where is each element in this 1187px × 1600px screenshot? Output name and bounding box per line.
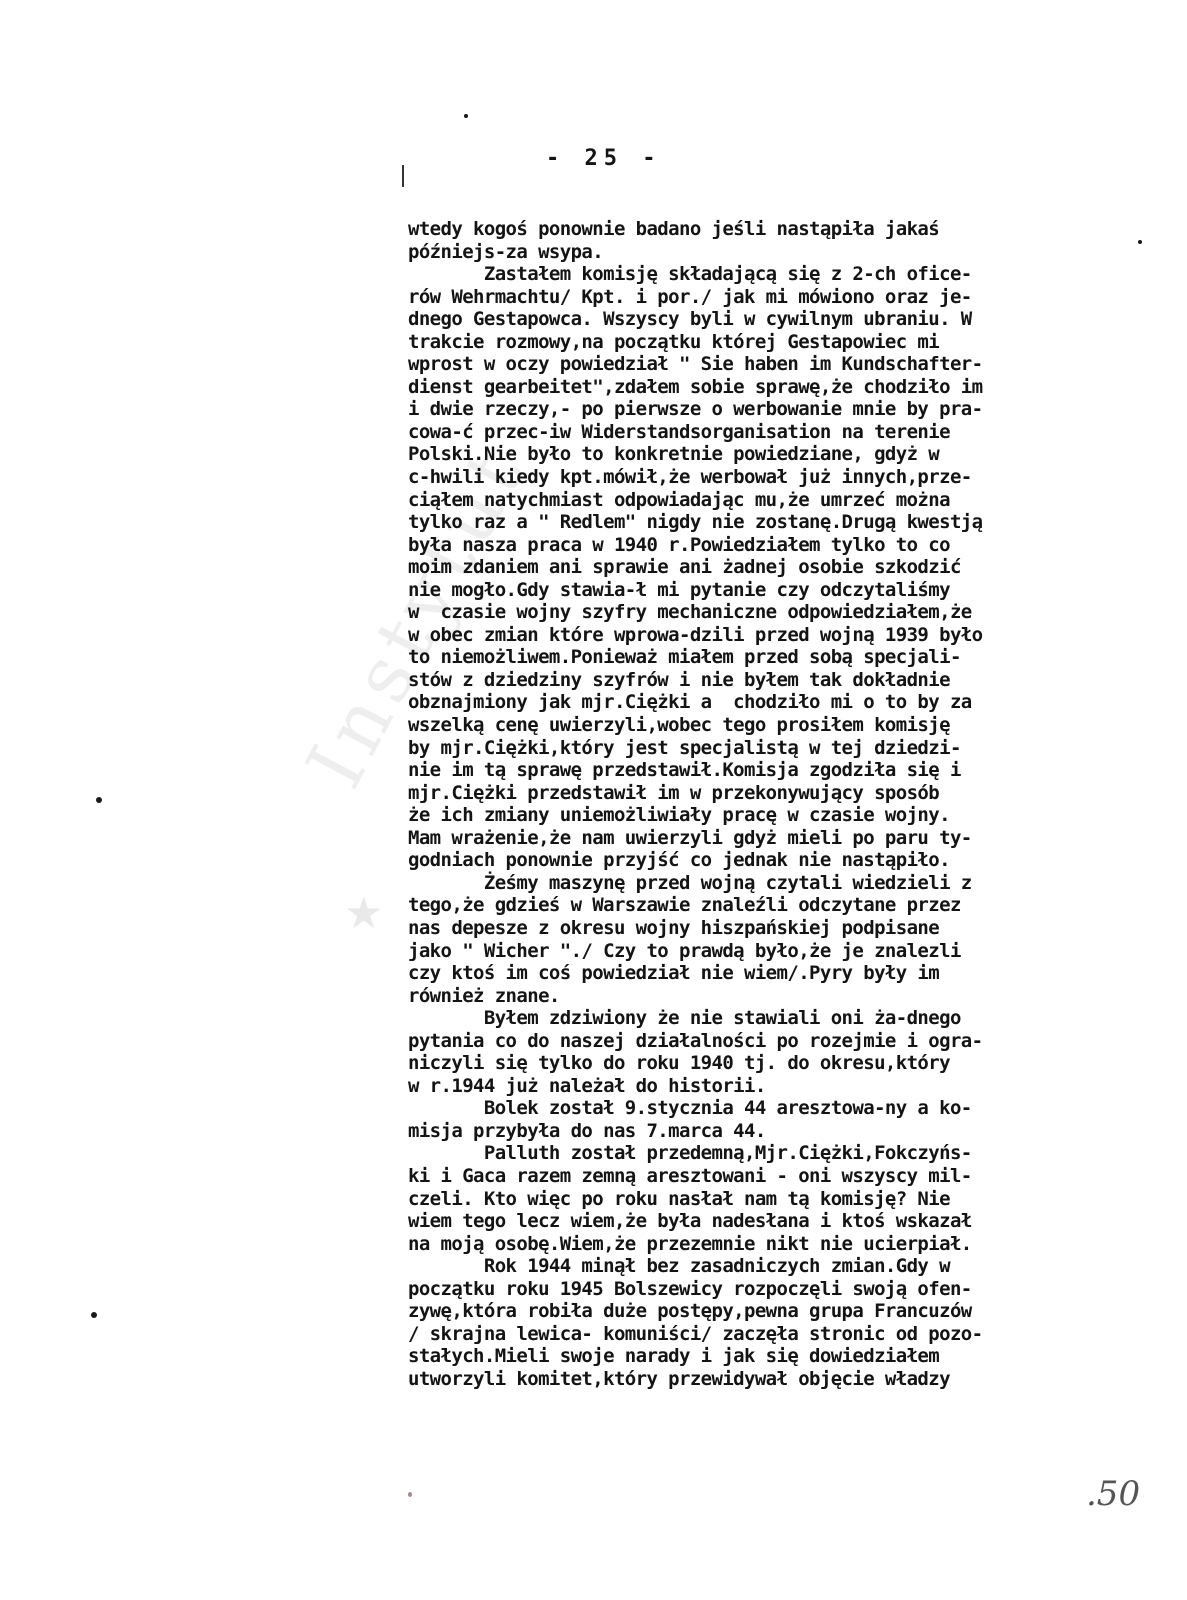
text-line: rów Wehrmachtu/ Kpt. i por./ jak mi mówiono oraz je- (408, 285, 972, 308)
text-line: by mjr.Ciężki,który jest specjalistą w tej dziedzi- (408, 736, 961, 759)
text-line: trakcie rozmowy,na początku której Gestapowiec mi (408, 330, 940, 353)
text-line: Rok 1944 minął bez zasadniczych zmian.Gdy w (408, 1255, 950, 1278)
archive-watermark: Instytut (290, 430, 545, 803)
text-line: Żeśmy maszynę przed wojną czytali wiedzieli z (408, 871, 972, 894)
text-line: stałych.Mieli swoje narady i jak się dowiedziałem (408, 1345, 940, 1368)
text-line: nas depesze z okresu wojny hiszpańskiej podpisane (408, 916, 940, 939)
text-line: dienst gearbeitet",zdałem sobie sprawę,że chodziło im (408, 375, 983, 398)
punch-hole-middle (96, 797, 102, 803)
text-line: utworzyli komitet,który przewidywał objęcie władzy (408, 1367, 950, 1390)
text-line: i dwie rzeczy,- po pierwsze o werbowanie mnie by pra- (408, 398, 983, 421)
text-line: obznajmiony jak mjr.Ciężki a chodziło mi o to by za (408, 691, 972, 714)
text-line: ciąłem natychmiast odpowiadając mu,że umrzeć można (408, 488, 950, 511)
text-line: późniejs-za wsypa. (408, 240, 604, 263)
text-line: tego,że gdzieś w Warszawie znaleźli odczytane przez (408, 894, 961, 917)
text-line: wtedy kogoś ponownie badano jeśli nastąpiła jakaś (408, 218, 940, 240)
margin-mark (402, 165, 404, 187)
text-line: na moją osobę.Wiem,że przezemnie nikt nie ucierpiał. (408, 1232, 972, 1255)
text-line: w czasie wojny szyfry mechaniczne odpowiedziałem,że (408, 601, 972, 624)
text-line: wszelką cenę uwierzyli,wobec tego prosiłem komisję (408, 714, 950, 737)
text-line: w r.1944 już należał do historii. (408, 1074, 766, 1097)
page-number: - 25 - (546, 146, 662, 171)
text-line: była nasza praca w 1940 r.Powiedziałem tylko to co (408, 533, 950, 556)
punch-hole-top (464, 114, 468, 118)
punch-hole-bottom (91, 1312, 97, 1318)
text-line: nie mogło.Gdy stawia-ł mi pytanie czy odczytaliśmy (408, 578, 950, 601)
punch-hole-lower (408, 1492, 412, 1497)
text-line: pytania co do naszej działalności po rozejmie i ogra- (408, 1029, 983, 1052)
typewritten-text (408, 218, 1168, 1390)
text-line: wiem tego lecz wiem,że była nadesłana i ktoś wskazał (408, 1210, 972, 1233)
text-line: Mam wrażenie,że nam uwierzyli gdyż mieli po paru ty- (408, 826, 972, 849)
text-line: dnego Gestapowca. Wszyscy byli w cywilnym ubraniu. W (408, 308, 972, 331)
text-line: ki i Gaca razem zemną aresztowani - oni wszyscy mil- (408, 1164, 972, 1187)
text-line: mjr.Ciężki przedstawił im w przekonywujący sposób (408, 781, 940, 804)
text-line: stów z dziedziny szyfrów i nie byłem tak dokładnie (408, 668, 950, 691)
text-line: godniach ponownie przyjść co jednak nie nastąpiło. (408, 849, 950, 872)
text-line: czy ktoś im coś powiedział nie wiem/.Pyry były im (408, 962, 940, 985)
text-line: to niemożliwem.Ponieważ miałem przed sobą specjali- (408, 646, 961, 669)
text-line: również znane. (408, 984, 560, 1007)
handwritten-folio-number: .50 (1086, 1474, 1141, 1514)
text-line: c-hwili kiedy kpt.mówił,że werbował już innych,prze- (408, 466, 972, 489)
text-line: w obec zmian które wprowa-dzili przed wojną 1939 było (408, 623, 983, 646)
text-line: Polski.Nie było to konkretnie powiedziane, gdyż w (408, 443, 940, 466)
text-line: czeli. Kto więc po roku nasłał nam tą komisję? Nie (408, 1187, 950, 1210)
text-line: jako " Wicher "./ Czy to prawdą było,że je znalezli (408, 939, 961, 962)
text-line: zywę,która robiła duże postępy,pewna grupa Francuzów (408, 1300, 972, 1323)
text-line: niczyli się tylko do roku 1940 tj. do okresu,który (408, 1052, 950, 1075)
text-line: / skrajna lewica- komuniści/ zaczęła stronic od pozo- (408, 1322, 983, 1345)
text-line: moim zdaniem ani sprawie ani żadnej osobie szkodzić (408, 556, 961, 579)
text-line: cowa-ć przec-iw Widerstandsorganisation na terenie (408, 420, 950, 443)
watermark-star-icon: ★ (344, 888, 384, 939)
text-line: że ich zmiany uniemożliwiały pracę w czasie wojny. (408, 804, 950, 827)
text-line: nie im tą sprawę przedstawił.Komisja zgodziła się i (408, 759, 961, 782)
text-line: Zastałem komisję składającą się z 2-ch ofice- (408, 263, 972, 286)
text-line: Palluth został przedemną,Mjr.Ciężki,Fokczyńs- (408, 1142, 972, 1165)
text-line: tylko raz a " Redlem" nigdy nie zostanę.Drugą kwestją (408, 511, 983, 534)
text-line: początku roku 1945 Bolszewicy rozpoczęli swoją ofen- (408, 1277, 972, 1300)
text-line: misja przybyła do nas 7.marca 44. (408, 1119, 766, 1142)
text-line: Byłem zdziwiony że nie stawiali oni ża-dnego (408, 1007, 961, 1030)
text-line: Bolek został 9.stycznia 44 aresztowa-ny a ko- (408, 1097, 972, 1120)
text-line: wprost w oczy powiedział " Sie haben im Kundschafter- (408, 353, 983, 376)
